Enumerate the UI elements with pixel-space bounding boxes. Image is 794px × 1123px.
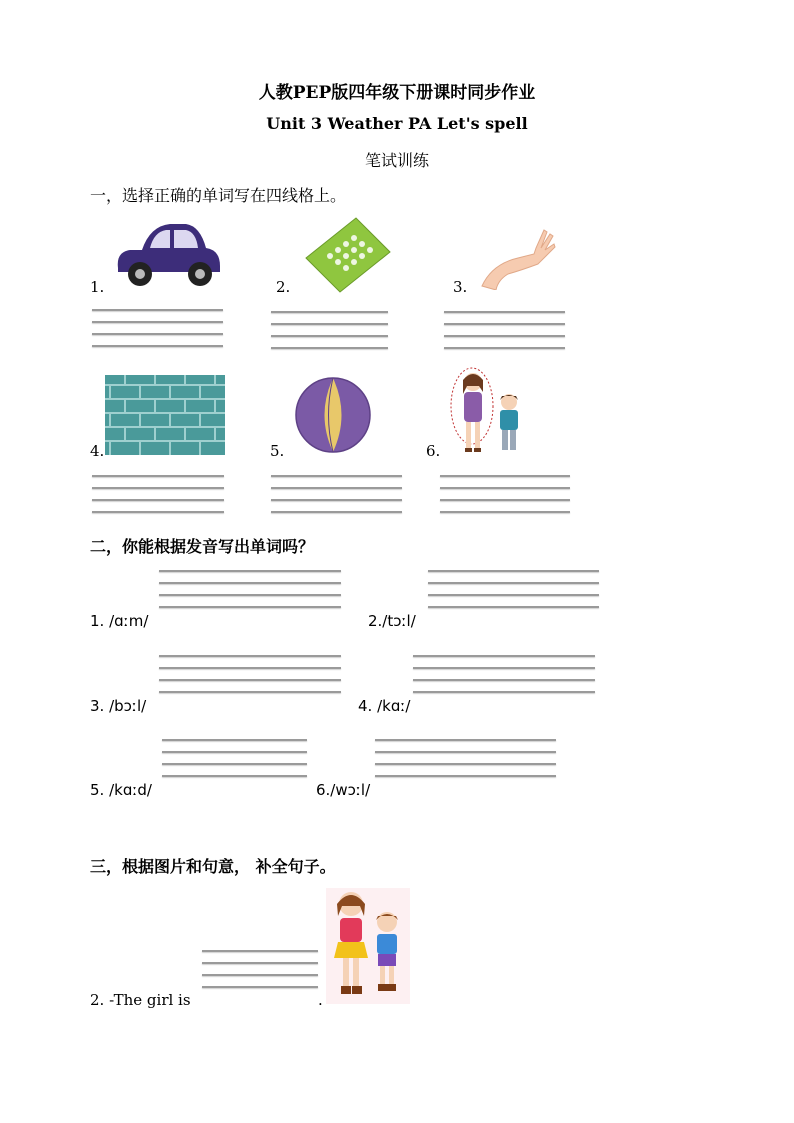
arm-icon bbox=[478, 224, 556, 290]
writing-lines[interactable] bbox=[159, 570, 341, 608]
phonetic-label: 3. /bɔːl/ bbox=[90, 697, 147, 715]
wall-icon bbox=[105, 375, 225, 455]
sentence-suffix: . bbox=[318, 991, 323, 1009]
writing-lines[interactable] bbox=[271, 311, 388, 349]
item-number: 2. bbox=[276, 278, 291, 296]
section-label: 笔试训练 bbox=[364, 151, 429, 170]
writing-lines[interactable] bbox=[440, 475, 570, 513]
part1-heading: 一，选择正确的单词写在四线格上。 bbox=[90, 186, 347, 205]
page-subtitle: Unit 3 Weather PA Let's spell bbox=[266, 114, 528, 133]
item-number: 5. bbox=[270, 442, 285, 460]
phonetic-label: 6./wɔːl/ bbox=[316, 781, 371, 799]
writing-lines[interactable] bbox=[428, 570, 599, 608]
writing-lines[interactable] bbox=[444, 311, 565, 349]
phonetic-label: 1. /ɑːm/ bbox=[90, 612, 149, 630]
item-number: 4. bbox=[90, 442, 105, 460]
item-number: 3. bbox=[453, 278, 468, 296]
writing-lines[interactable] bbox=[92, 309, 223, 347]
writing-lines[interactable] bbox=[162, 739, 307, 777]
car-icon bbox=[108, 218, 223, 290]
writing-lines[interactable] bbox=[271, 475, 402, 513]
writing-lines[interactable] bbox=[202, 950, 318, 988]
writing-lines[interactable] bbox=[92, 475, 224, 513]
writing-lines[interactable] bbox=[159, 655, 341, 693]
writing-lines[interactable] bbox=[413, 655, 595, 693]
part3-heading: 三，根据图片和句意， 补全句子。 bbox=[90, 857, 336, 876]
page-title: 人教PEP版四年级下册课时同步作业 bbox=[258, 83, 536, 103]
item-number: 1. bbox=[90, 278, 105, 296]
card-icon bbox=[300, 212, 392, 294]
girl-and-boy-icon bbox=[326, 888, 410, 1004]
phonetic-label: 5. /kɑːd/ bbox=[90, 781, 152, 799]
writing-lines[interactable] bbox=[375, 739, 556, 777]
phonetic-label: 2./tɔːl/ bbox=[368, 612, 416, 630]
sentence-prefix: 2. -The girl is bbox=[90, 991, 191, 1009]
ball-icon bbox=[294, 376, 372, 454]
phonetic-label: 4. /kɑː/ bbox=[358, 697, 411, 715]
item-number: 6. bbox=[426, 442, 441, 460]
part2-heading: 二，你能根据发音写出单词吗？ bbox=[90, 537, 315, 556]
tall-girl-short-boy-icon bbox=[449, 366, 531, 458]
